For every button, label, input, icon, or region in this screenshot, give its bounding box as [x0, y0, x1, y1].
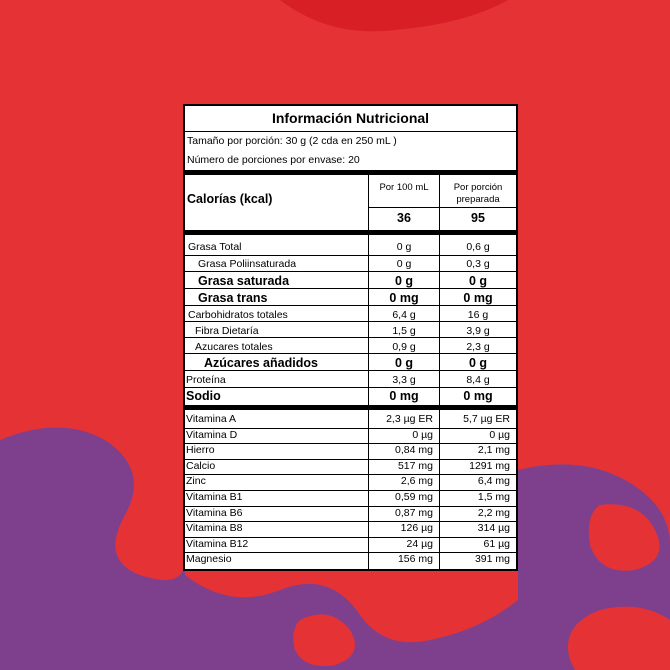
- nutrient-per-serving: 8,4 g: [466, 374, 490, 386]
- row-divider: [185, 255, 516, 256]
- row-divider: [185, 305, 516, 306]
- vitamin-name: Vitamina B12: [186, 537, 249, 550]
- nutrient-per-100: 1,5 g: [392, 325, 416, 337]
- nutrient-name: Grasa Poliinsaturada: [198, 258, 297, 270]
- nutrient-per-100: 3,3 g: [392, 374, 416, 386]
- calories-per-serving: 95: [471, 211, 485, 225]
- row-divider: [185, 321, 516, 322]
- nutrient-name: Grasa Total: [188, 241, 242, 253]
- vitamin-per-100: 2,6 mg: [400, 475, 433, 488]
- vitamin-name: Vitamina B1: [186, 491, 243, 503]
- nutrient-per-serving: 0 g: [468, 356, 488, 370]
- nutrient-per-serving: 0 mg: [463, 291, 493, 305]
- row-divider: [185, 271, 516, 272]
- row-divider: [185, 387, 516, 388]
- vitamin-name: Vitamina A: [186, 413, 237, 425]
- vitamin-name: Vitamina D: [186, 428, 238, 441]
- row-divider: [185, 288, 516, 289]
- nutrient-per-100: 0 mg: [389, 389, 419, 403]
- col-header-per-serving-line2: preparada: [456, 194, 500, 205]
- vitamin-per-100: 0 µg: [412, 428, 433, 441]
- nutrient-per-100: 0 mg: [389, 291, 419, 305]
- vitamin-per-serving: 5,7 µg ER: [463, 413, 510, 425]
- nutrient-per-serving: 0 mg: [463, 389, 493, 403]
- label-title: Información Nutricional: [185, 106, 516, 132]
- col-header-per-serving-line1: Por porción: [453, 182, 503, 193]
- vitamin-per-serving: 61 µg: [483, 537, 510, 550]
- nutrient-name: Azucares totales: [195, 341, 273, 353]
- divider-thick: [185, 170, 516, 175]
- nutrient-per-serving: 0 g: [468, 274, 488, 288]
- nutrient-per-serving: 16 g: [467, 309, 489, 321]
- vitamin-per-100: 126 µg: [400, 522, 433, 535]
- vitamin-name: Zinc: [186, 475, 206, 488]
- vitamin-per-100: 517 mg: [397, 459, 433, 472]
- nutrient-per-serving: 2,3 g: [466, 341, 490, 353]
- purple-wave-right: [518, 464, 670, 670]
- vitamin-per-serving: 1291 mg: [469, 459, 510, 472]
- nutrient-name: Grasa trans: [198, 291, 268, 305]
- nutrient-name: Grasa saturada: [198, 274, 290, 288]
- vitamin-per-serving: 6,4 mg: [477, 475, 510, 488]
- vitamin-name: Magnesio: [186, 553, 232, 566]
- vitamin-per-100: 0,59 mg: [395, 491, 433, 503]
- nutrient-per-100: 6,4 g: [392, 309, 416, 321]
- row-divider: [185, 337, 516, 338]
- nutrient-per-100: 0 g: [396, 258, 412, 270]
- vitamin-per-100: 0,84 mg: [395, 444, 433, 457]
- vitamin-per-100: 24 µg: [406, 537, 433, 550]
- row-divider: [185, 353, 516, 354]
- servings-per-container: Número de porciones por envase: 20: [187, 154, 360, 166]
- nutrient-name: Carbohidratos totales: [188, 309, 288, 321]
- vitamin-per-serving: 314 µg: [477, 522, 510, 535]
- row-divider: [185, 370, 516, 371]
- nutrient-name: Fibra Dietaría: [195, 325, 259, 337]
- vitamin-per-100: 0,87 mg: [395, 506, 433, 519]
- header-subdivider: [369, 207, 516, 208]
- nutrition-label: [183, 104, 518, 571]
- nutrient-per-100: 0 g: [394, 274, 414, 288]
- purple-wave-left: [0, 428, 185, 670]
- nutrient-name: Sodio: [186, 389, 221, 403]
- vitamin-name: Vitamina B6: [186, 506, 243, 519]
- nutrient-per-serving: 0,6 g: [466, 241, 490, 253]
- nutrient-name: Azúcares añadidos: [204, 356, 318, 370]
- nutrient-per-100: 0 g: [396, 241, 412, 253]
- nutrient-name: Proteína: [186, 374, 226, 386]
- vitamin-name: Hierro: [186, 444, 215, 457]
- vitamin-per-serving: 391 mg: [474, 553, 510, 566]
- calories-label: Calorías (kcal): [187, 192, 273, 206]
- divider-thick: [185, 230, 516, 235]
- vitamin-per-serving: 2,2 mg: [477, 506, 510, 519]
- divider-thick: [185, 405, 516, 410]
- serving-size: Tamaño por porción: 30 g (2 cda en 250 mL ): [187, 135, 397, 147]
- purple-wave-bottom: [185, 575, 518, 670]
- top-red-shape: [280, 0, 508, 31]
- vitamin-name: Calcio: [186, 459, 216, 472]
- calories-per-100: 36: [397, 211, 411, 225]
- vitamin-per-100: 2,3 µg ER: [386, 413, 433, 425]
- col-header-per-100: Por 100 mL: [379, 182, 429, 193]
- vitamin-per-serving: 2,1 mg: [477, 444, 510, 457]
- vitamin-per-serving: 0 µg: [489, 428, 510, 441]
- vitamin-per-100: 156 mg: [397, 553, 433, 566]
- nutrient-per-serving: 3,9 g: [466, 325, 490, 337]
- nutrient-per-serving: 0,3 g: [466, 258, 490, 270]
- vitamin-name: Vitamina B8: [186, 522, 243, 535]
- vitamin-per-serving: 1,5 mg: [477, 491, 510, 503]
- nutrient-per-100: 0,9 g: [392, 341, 416, 353]
- nutrient-per-100: 0 g: [394, 356, 414, 370]
